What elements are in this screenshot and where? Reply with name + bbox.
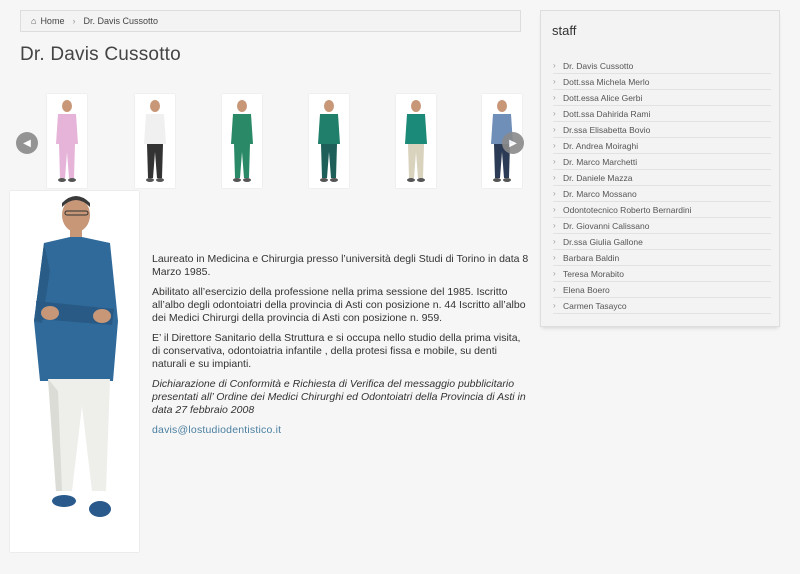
breadcrumb-home-link[interactable]: Home [40, 16, 65, 26]
staff-list-item[interactable] [553, 298, 771, 314]
staff-photo-green-scrubs-3[interactable] [396, 94, 436, 188]
staff-list-item[interactable] [553, 58, 771, 74]
staff-link[interactable]: Dr. Giovanni Calissano [563, 220, 650, 231]
home-icon[interactable]: ⌂ [31, 16, 37, 26]
staff-link[interactable]: Dr. Andrea Moiraghi [563, 140, 639, 151]
carousel-prev-button[interactable] [16, 132, 38, 154]
chevron-right-icon: › [553, 301, 556, 310]
chevron-left-icon: ◀ [23, 137, 31, 149]
staff-link[interactable]: Dr.ssa Elisabetta Bovio [563, 124, 651, 135]
chevron-right-icon: › [553, 285, 556, 294]
chevron-right-icon: › [553, 93, 556, 102]
chevron-right-icon: ▶ [509, 137, 517, 149]
doctor-bio [152, 253, 530, 444]
breadcrumb-separator-icon: › [72, 16, 76, 26]
chevron-right-icon: › [553, 157, 556, 166]
staff-list-item[interactable] [553, 202, 771, 218]
staff-photo-white-coat[interactable] [135, 94, 175, 188]
staff-list-item[interactable] [553, 106, 771, 122]
chevron-right-icon: › [553, 237, 556, 246]
bio-qualification: Abilitato all’esercizio della professione nella prima sessione del 1985. Iscritto all’albo degli odontoiatri della provincia di Asti con posizione n. 44 Iscritto all’albo dei Medici Chirurgi della provincia di Asti con posizione n. 959. [152, 286, 526, 324]
bio-degree: Laureato in Medicina e Chirurgia presso l’università degli Studi di Torino in data 8 Marzo 1985. [152, 253, 529, 278]
staff-link[interactable]: Dr. Daniele Mazza [563, 172, 633, 183]
staff-link[interactable]: Dott.essa Alice Gerbi [563, 92, 643, 103]
chevron-right-icon: › [553, 61, 556, 70]
staff-photo-green-scrubs-2[interactable] [309, 94, 349, 188]
staff-list-item[interactable] [553, 186, 771, 202]
staff-list-item[interactable] [553, 154, 771, 170]
breadcrumb [20, 10, 521, 32]
staff-link[interactable]: Dr. Marco Marchetti [563, 156, 638, 167]
email-link[interactable]: davis@lostudiodentistico.it [152, 424, 282, 436]
chevron-right-icon: › [553, 141, 556, 150]
staff-sidebar [540, 10, 780, 327]
staff-photo-green-scrubs-1[interactable] [222, 94, 262, 188]
doctor-portrait [10, 191, 139, 552]
page-title: Dr. Davis Cussotto [20, 44, 181, 65]
chevron-right-icon: › [553, 189, 556, 198]
staff-list-item[interactable] [553, 218, 771, 234]
chevron-right-icon: › [553, 173, 556, 182]
staff-link[interactable]: Dott.ssa Michela Merlo [563, 76, 650, 87]
chevron-right-icon: › [553, 253, 556, 262]
staff-list-item[interactable] [553, 266, 771, 282]
staff-list-item[interactable] [553, 138, 771, 154]
staff-link[interactable]: Elena Boero [563, 284, 610, 295]
staff-list-item[interactable] [553, 250, 771, 266]
bio-role: E’ il Direttore Sanitario della Struttura e si occupa nello studio della prima visita, di conservativa, odontoiatria infantile , della protesi fissa e mobile, su denti naturali e su impianti. [152, 332, 521, 370]
staff-list-item[interactable] [553, 234, 771, 250]
chevron-right-icon: › [553, 221, 556, 230]
staff-list-item[interactable] [553, 122, 771, 138]
chevron-right-icon: › [553, 205, 556, 214]
chevron-right-icon: › [553, 109, 556, 118]
staff-link[interactable]: Odontotecnico Roberto Bernardini [563, 204, 692, 215]
breadcrumb-current: Dr. Davis Cussotto [83, 16, 158, 26]
staff-list-item[interactable] [553, 74, 771, 90]
staff-link[interactable]: Barbara Baldin [563, 252, 620, 263]
staff-link[interactable]: Dr. Marco Mossano [563, 188, 637, 199]
staff-link[interactable]: Dr. Davis Cussotto [563, 60, 634, 71]
staff-list-item[interactable] [553, 90, 771, 106]
chevron-right-icon: › [553, 269, 556, 278]
bio-declaration: Dichiarazione di Conformità e Richiesta di Verifica del messaggio pubblicitario presentati all’ Ordine dei Medici Chirurghi ed Odontoiatri della Provincia di Asti in data 27 febbraio 2008 [152, 378, 526, 416]
staff-link[interactable]: Carmen Tasayco [563, 300, 627, 311]
carousel-next-button[interactable] [502, 132, 524, 154]
chevron-right-icon: › [553, 77, 556, 86]
staff-photo-pink-scrubs[interactable] [47, 94, 87, 188]
staff-list-item[interactable] [553, 282, 771, 298]
staff-list-item[interactable] [553, 170, 771, 186]
staff-link[interactable]: Dr.ssa Giulia Gallone [563, 236, 643, 247]
sidebar-title: staff [552, 23, 577, 38]
staff-link[interactable]: Dott.ssa Dahirida Rami [563, 108, 651, 119]
staff-list [553, 58, 771, 314]
chevron-right-icon: › [553, 125, 556, 134]
staff-link[interactable]: Teresa Morabito [563, 268, 624, 279]
staff-carousel [14, 92, 526, 190]
